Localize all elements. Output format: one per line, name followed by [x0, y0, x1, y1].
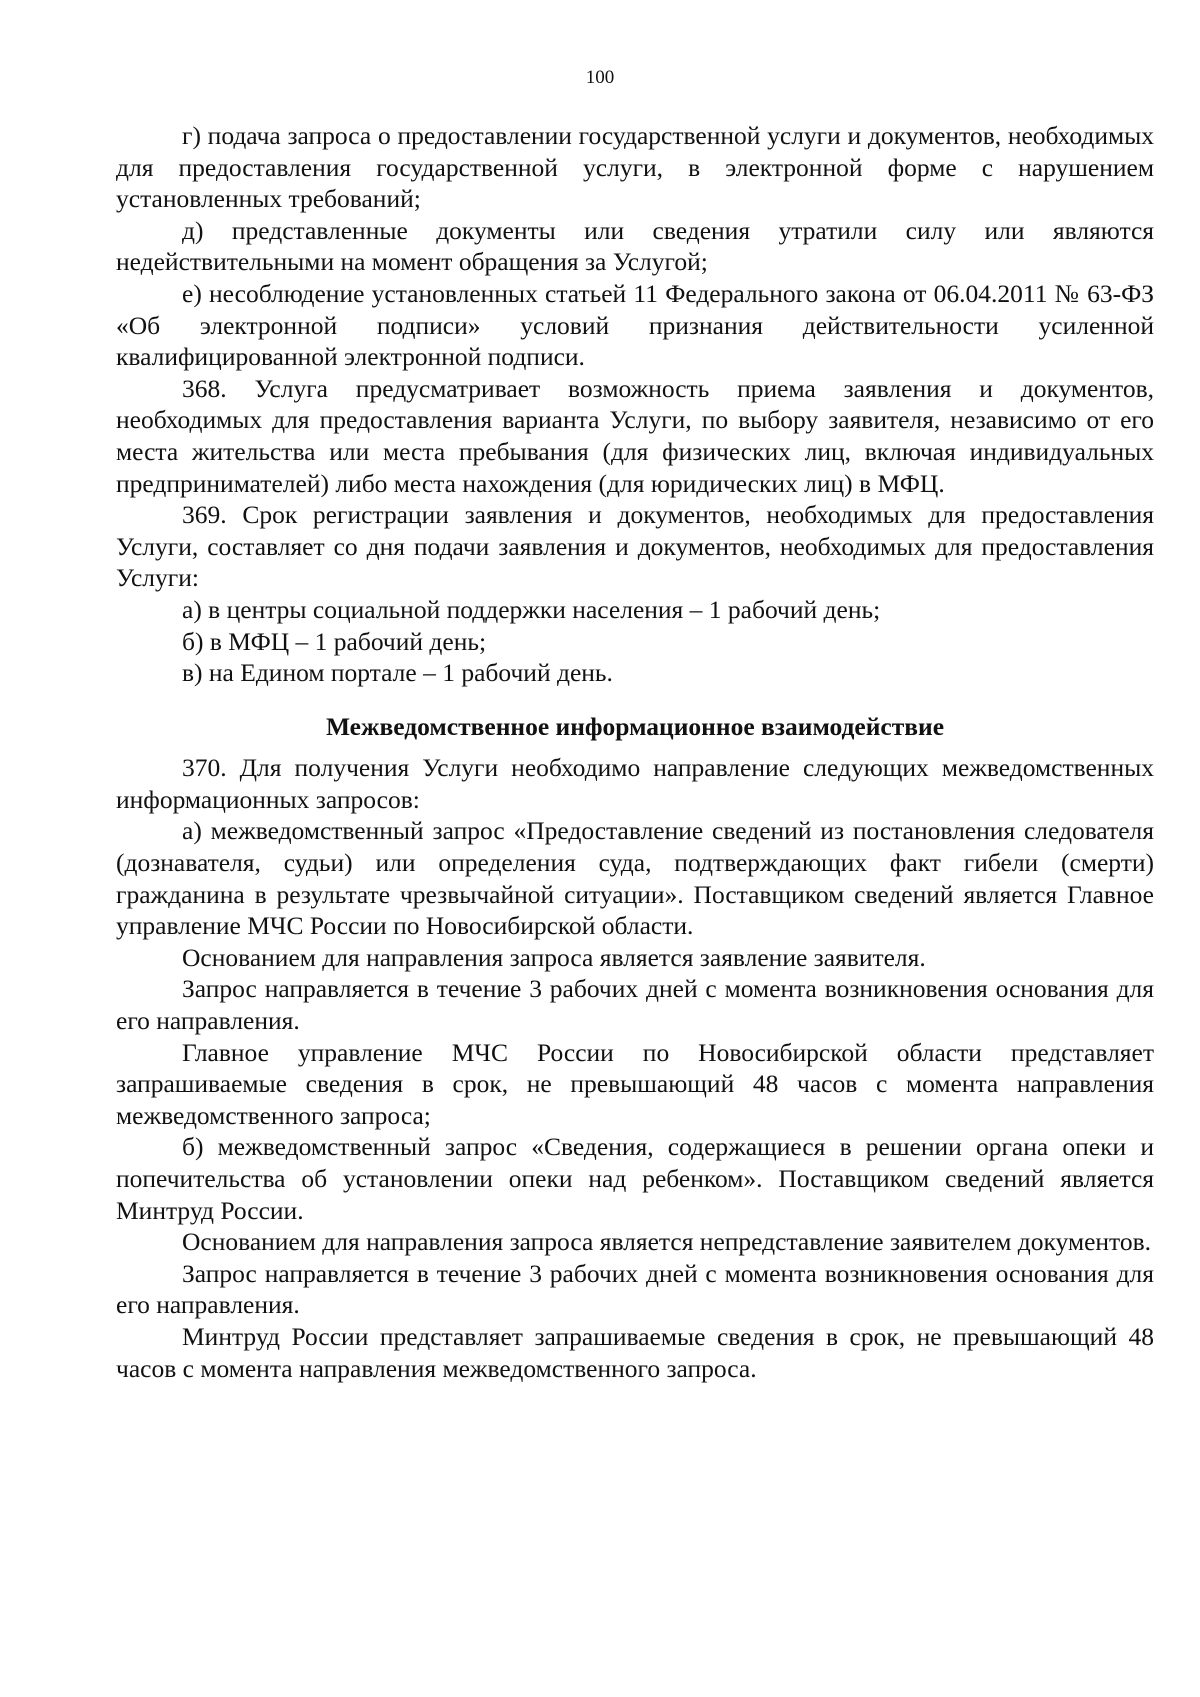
paragraph-item-e: е) несоблюдение установленных статьей 11 Федерального закона от 06.04.2011 № 63-ФЗ «Об электронной подписи» условий признания действительности усиленной квалифицированной электронной подписи.	[116, 278, 1154, 372]
paragraph-370: 370. Для получения Услуги необходимо направление следующих межведомственных информационных запросов:	[116, 753, 1154, 814]
paragraph-item-d: д) представленные документы или сведения утратили силу или являются недействительными на момент обращения за Услугой;	[116, 215, 1154, 277]
document-body	[116, 120, 1154, 1384]
paragraph-basis-1: Основанием для направления запроса является заявление заявителя.	[182, 942, 926, 972]
paragraph-timing-1: Запрос направляется в течение 3 рабочих дней с момента возникновения основания для его направления.	[116, 974, 1154, 1036]
paragraph-response-2: Минтруд России представляет запрашиваемые сведения в срок, не превышающий 48 часов с момента направления межведомственного запроса.	[116, 1321, 1154, 1383]
paragraph-368: 368. Услуга предусматривает возможность приема заявления и документов, необходимых для предоставления варианта Услуги, по выбору заявителя, независимо от его места жительства или места пребывания (для физических лиц, включая индивидуальных предпринимателей) либо места нахождения (для юридических лиц) в МФЦ.	[116, 373, 1154, 498]
paragraph-basis-2: Основанием для направления запроса является непредставление заявителем документов.	[182, 1227, 1152, 1257]
paragraph-timing-2: Запрос направляется в течение 3 рабочих дней с момента возникновения основания для его направления.	[116, 1258, 1154, 1320]
paragraph-369: 369. Срок регистрации заявления и документов, необходимых для предоставления Услуги, составляет со дня подачи заявления и документов, необходимых для предоставления Услуги:	[116, 500, 1154, 593]
paragraph-369-v: в) на Едином портале – 1 рабочий день.	[182, 658, 613, 688]
paragraph-369-b: б) в МФЦ – 1 рабочий день;	[182, 626, 487, 656]
page-number: 100	[585, 67, 615, 88]
paragraph-item-g: г) подача запроса о предоставлении государственной услуги и документов, необходимых для предоставления государственной услуги, в электронной форме с нарушением установленных требований;	[116, 121, 1154, 214]
paragraph-370-a: а) межведомственный запрос «Предоставление сведений из постановления следователя (дознавателя, судьи) или определения суда, подтверждающих факт гибели (смерти) гражданина в результате чрезвычайной ситуации». Поставщиком сведений является Главное управление МЧС России по Новосибирской области.	[116, 816, 1154, 941]
section-heading: Межведомственное информационное взаимодействие	[325, 711, 945, 741]
paragraph-369-a: а) в центры социальной поддержки населения – 1 рабочий день;	[182, 594, 881, 624]
paragraph-response-1: Главное управление МЧС России по Новосибирской области представляет запрашиваемые сведения в срок, не превышающий 48 часов с момента направления межведомственного запроса;	[116, 1037, 1154, 1130]
paragraph-370-b: б) межведомственный запрос «Сведения, содержащиеся в решении органа опеки и попечительства об установлении опеки над ребенком». Поставщиком сведений является Минтруд России.	[116, 1132, 1154, 1225]
